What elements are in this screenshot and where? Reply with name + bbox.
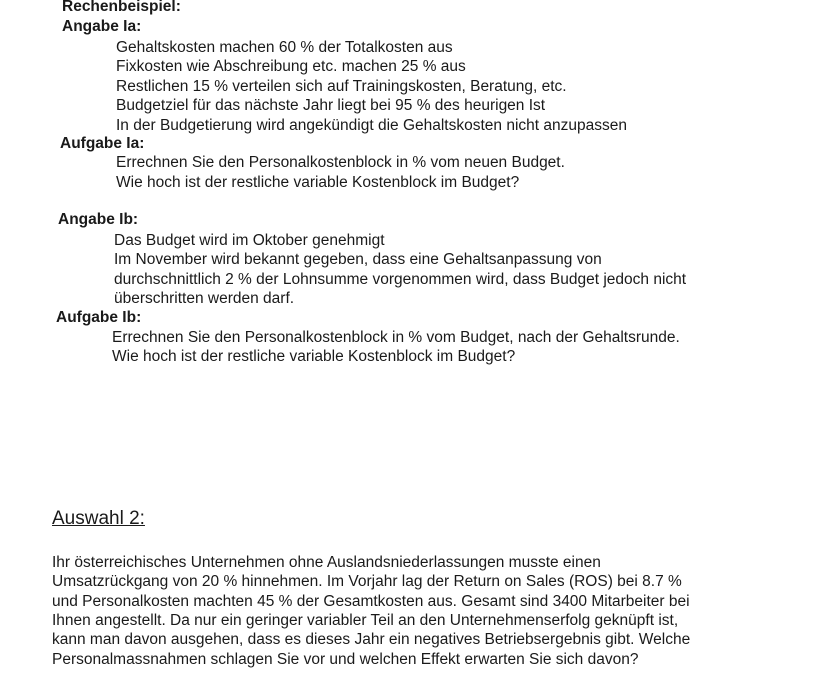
angabe-ia-line: Restlichen 15 % verteilen sich auf Trainingskosten, Beratung, etc. bbox=[116, 78, 567, 95]
aufgabe-ib-line: Wie hoch ist der restliche variable Kostenblock im Budget? bbox=[112, 348, 516, 365]
section2-paragraph-line: Ihnen angestellt. Da nur ein geringer variabler Teil an den Unternehmenserfolg geknüpft ist, bbox=[52, 612, 679, 629]
aufgabe-ia-line: Wie hoch ist der restliche variable Kostenblock im Budget? bbox=[116, 174, 520, 191]
angabe-ia-label: Angabe Ia: bbox=[62, 18, 142, 35]
angabe-ia-line: Gehaltskosten machen 60 % der Totalkosten aus bbox=[116, 39, 453, 56]
section2-title: Auswahl 2: bbox=[52, 508, 145, 529]
angabe-ib-label: Angabe Ib: bbox=[58, 211, 139, 228]
section2-paragraph-line: Umsatzrückgang von 20 % hinnehmen. Im Vorjahr lag der Return on Sales (ROS) bei 8.7 % bbox=[52, 573, 682, 590]
aufgabe-ib-label: Aufgabe Ib: bbox=[56, 309, 142, 326]
angabe-ib-line: überschritten werden darf. bbox=[114, 290, 295, 307]
aufgabe-ia-line: Errechnen Sie den Personalkostenblock in % vom neuen Budget. bbox=[116, 154, 565, 171]
section2-paragraph-line: Personalmassnahmen schlagen Sie vor und welchen Effekt erwarten Sie sich davon? bbox=[52, 651, 639, 668]
angabe-ia-line: Fixkosten wie Abschreibung etc. machen 25 % aus bbox=[116, 58, 466, 75]
section2-paragraph-line: kann man davon ausgehen, dass es dieses Jahr ein negatives Betriebsergebnis gibt. Welche bbox=[52, 631, 691, 648]
angabe-ib-line: Im November wird bekannt gegeben, dass eine Gehaltsanpassung von bbox=[114, 251, 602, 268]
section-title: Rechenbeispiel: bbox=[62, 0, 181, 15]
angabe-ib-line: durchschnittlich 2 % der Lohnsumme vorgenommen wird, dass Budget jedoch nicht bbox=[114, 271, 687, 288]
section2-paragraph-line: und Personalkosten machten 45 % der Gesamtkosten aus. Gesamt sind 3400 Mitarbeiter bei bbox=[52, 593, 690, 610]
aufgabe-ia-label: Aufgabe Ia: bbox=[60, 135, 145, 152]
section2-paragraph-line: Ihr österreichisches Unternehmen ohne Auslandsniederlassungen musste einen bbox=[52, 554, 601, 571]
angabe-ia-line: Budgetziel für das nächste Jahr liegt bei 95 % des heurigen Ist bbox=[116, 97, 546, 114]
aufgabe-ib-line: Errechnen Sie den Personalkostenblock in % vom Budget, nach der Gehaltsrunde. bbox=[112, 329, 680, 346]
angabe-ia-line: In der Budgetierung wird angekündigt die Gehaltskosten nicht anzupassen bbox=[116, 117, 627, 134]
angabe-ib-line: Das Budget wird im Oktober genehmigt bbox=[114, 232, 385, 249]
